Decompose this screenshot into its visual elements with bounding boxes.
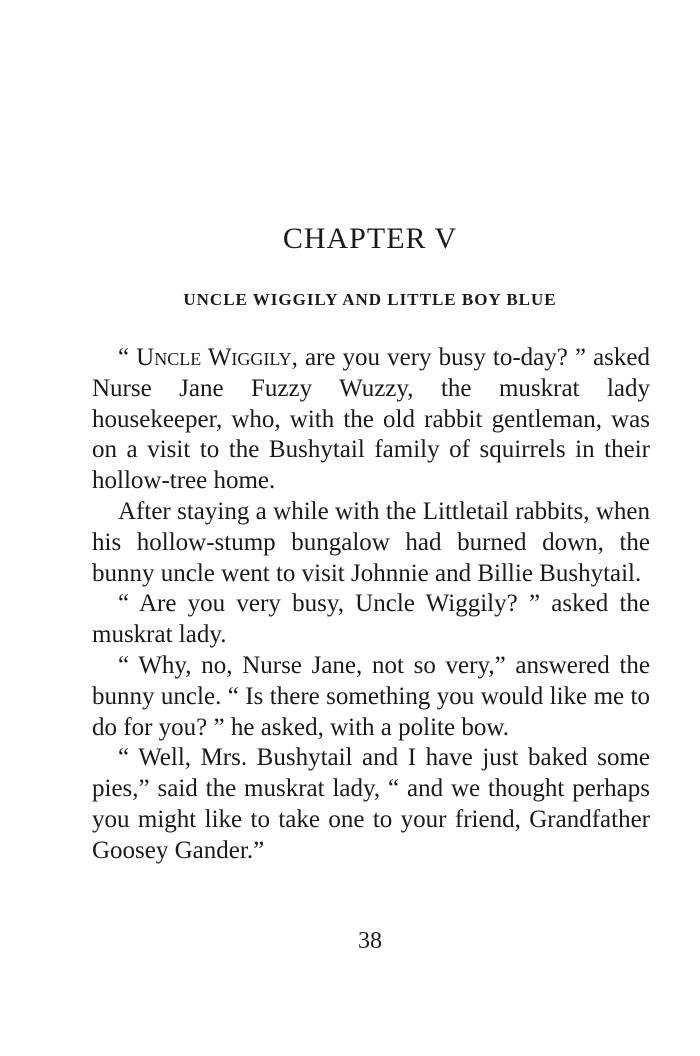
paragraph-2: After staying a while with the Littletail rabbits, when his hollow-stump bungalow had burned down, the bunny uncle went to visit Johnnie and Billie Bushytail. — [92, 497, 650, 587]
opening-quote: “ — [118, 344, 137, 371]
chapter-title: CHAPTER V — [282, 222, 458, 255]
paragraph-4: “ Why, no, Nurse Jane, not so very,” answered the bunny uncle. “ Is there something you would like me to do for you? ” he asked, with a polite bow. — [92, 651, 650, 741]
paragraph-1-text: , are you very busy to-day? ” asked Nurse Jane Fuzzy Wuzzy, the muskrat lady housekeeper, who, with the old rabbit gentleman, was on a visit to the Bushytail family of squirrels in their hollow-tree home. — [92, 344, 650, 495]
page-number: 38 — [358, 928, 382, 954]
opening-name-smallcaps: Uncle Wiggily — [136, 344, 292, 371]
paragraph-3: “ Are you very busy, Uncle Wiggily? ” asked the muskrat lady. — [92, 590, 650, 649]
paragraph-1 — [92, 343, 650, 497]
paragraph-5: “ Well, Mrs. Bushytail and I have just baked some pies,” said the muskrat lady, “ and we thought perhaps you might like to take one to your friend, Grandfather Goosey Gander.” — [92, 744, 650, 864]
chapter-subtitle: UNCLE WIGGILY AND LITTLE BOY BLUE — [183, 290, 557, 309]
chapter-body — [92, 343, 650, 867]
